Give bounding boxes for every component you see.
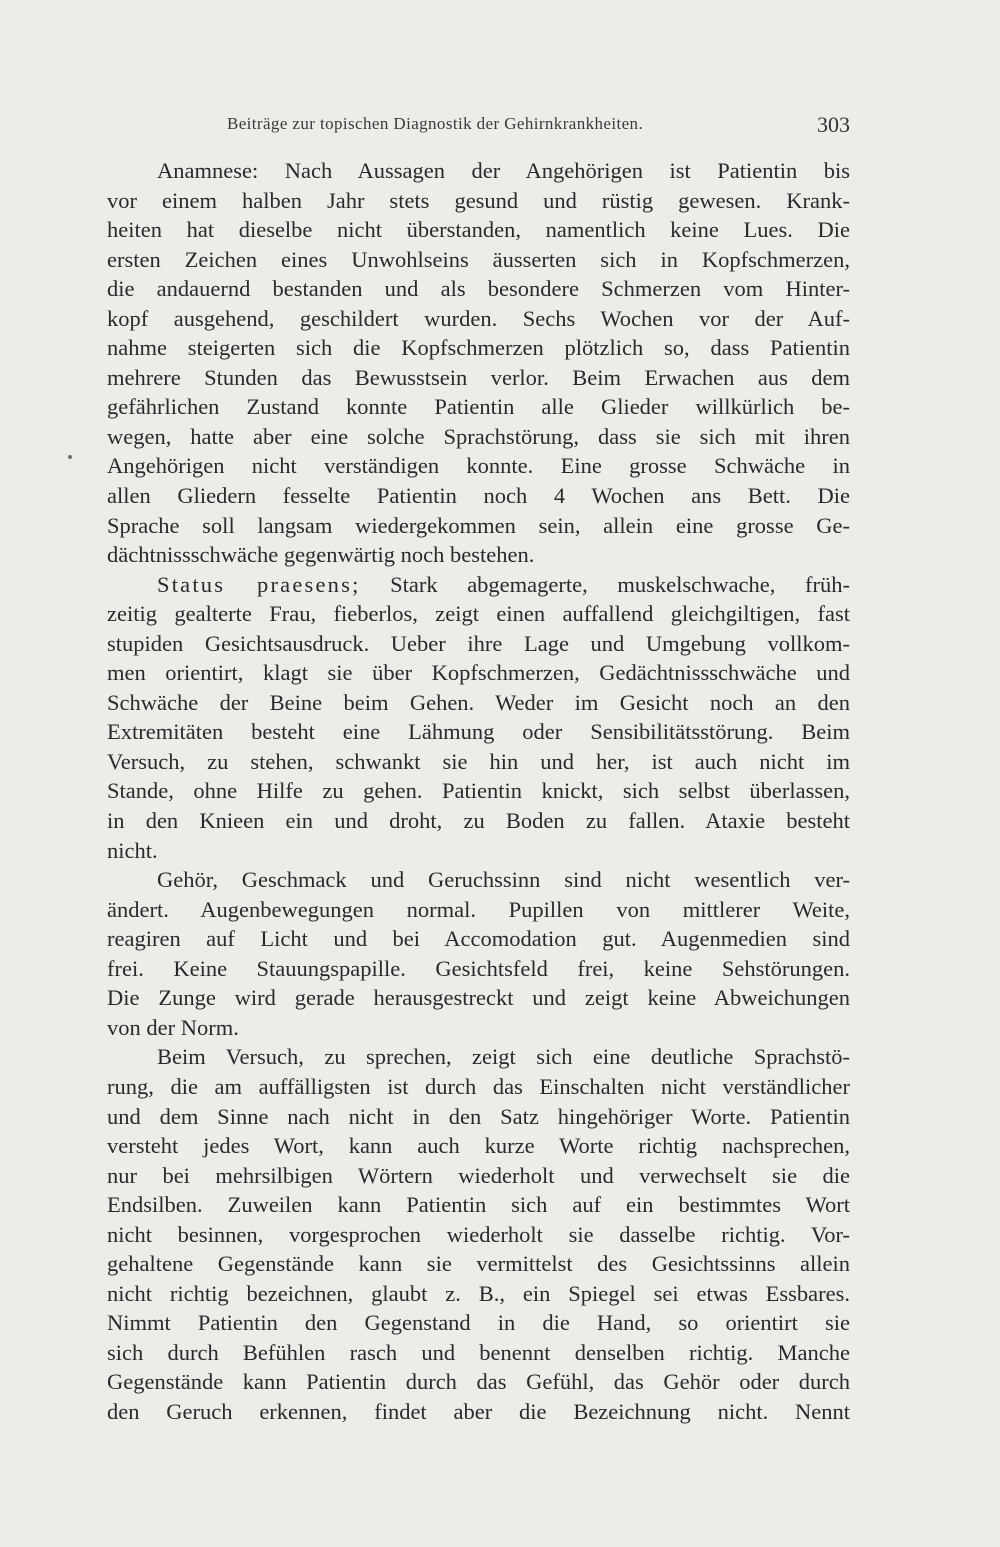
text-line: mehrere Stunden das Bewusstsein verlor. Beim Erwachen aus dem bbox=[107, 364, 850, 390]
text-line: die andauernd bestanden und als besondere Schmerzen vom Hinter- bbox=[107, 276, 850, 302]
paper-speck bbox=[68, 455, 72, 459]
paragraph-status-praesens bbox=[107, 570, 850, 865]
text-line: in den Knieen ein und droht, zu Boden zu fallen. Ataxie besteht bbox=[107, 808, 850, 834]
text-line: Extremitäten besteht eine Lähmung oder Sensibilitätsstörung. Beim bbox=[107, 719, 850, 745]
page-number: 303 bbox=[817, 112, 850, 137]
text-line: gehaltene Gegenstände kann sie vermittelst des Gesichtssinns allein bbox=[107, 1251, 850, 1277]
body-text bbox=[107, 156, 850, 1427]
text-line: frei. Keine Stauungspapille. Gesichtsfeld frei, keine Sehstörungen. bbox=[107, 955, 850, 981]
text-line: ersten Zeichen eines Unwohlseins äusserten sich in Kopfschmerzen, bbox=[107, 246, 850, 272]
text-line: stupiden Gesichtsausdruck. Ueber ihre Lage und Umgebung vollkom- bbox=[107, 630, 850, 656]
text-line: reagiren auf Licht und bei Accomodation gut. Augenmedien sind bbox=[107, 926, 850, 952]
text-line: von der Norm. bbox=[107, 1014, 239, 1040]
running-title: Beiträge zur topischen Diagnostik der Gehirnkrankheiten. bbox=[227, 114, 644, 133]
text-line: Beim Versuch, zu sprechen, zeigt sich eine deutliche Sprachstö- bbox=[157, 1044, 850, 1070]
text-line: vor einem halben Jahr stets gesund und rüstig gewesen. Krank- bbox=[107, 187, 850, 213]
running-header bbox=[110, 110, 850, 142]
text-line: rung, die am auffälligsten ist durch das Einschalten nicht verständlicher bbox=[107, 1073, 850, 1099]
text-line: Gehör, Geschmack und Geruchssinn sind nicht wesentlich ver- bbox=[157, 867, 850, 893]
status-praesens-heading: Status praesens; bbox=[157, 571, 361, 597]
text-line bbox=[107, 570, 850, 600]
text-line: nicht besinnen, vorgesprochen wiederholt sie dasselbe richtig. Vor- bbox=[107, 1221, 850, 1247]
text-line: allen Gliedern fesselte Patientin noch 4 Wochen ans Bett. Die bbox=[107, 483, 850, 509]
text-line-rest: Stark abgemagerte, muskelschwache, früh- bbox=[360, 571, 850, 597]
text-line: sich durch Befühlen rasch und benennt denselben richtig. Manche bbox=[107, 1339, 850, 1365]
text-line: Schwäche der Beine beim Gehen. Weder im Gesicht noch an den bbox=[107, 689, 850, 715]
text-line: Nimmt Patientin den Gegenstand in die Hand, so orientirt sie bbox=[107, 1310, 850, 1336]
text-line: versteht jedes Wort, kann auch kurze Worte richtig nachsprechen, bbox=[107, 1133, 850, 1159]
text-line: ändert. Augenbewegungen normal. Pupillen von mittlerer Weite, bbox=[107, 896, 850, 922]
text-line: nicht richtig bezeichnen, glaubt z. B., ein Spiegel sei etwas Essbares. bbox=[107, 1280, 850, 1306]
text-line: Angehörigen nicht verständigen konnte. Eine grosse Schwäche in bbox=[107, 453, 850, 479]
text-line: nur bei mehrsilbigen Wörtern wiederholt und verwechselt sie die bbox=[107, 1162, 850, 1188]
text-line: gefährlichen Zustand konnte Patientin alle Glieder willkürlich be- bbox=[107, 394, 850, 420]
text-line: nahme steigerten sich die Kopfschmerzen plötzlich so, dass Patientin bbox=[107, 335, 850, 361]
text-line: men orientirt, klagt sie über Kopfschmerzen, Gedächtnissschwäche und bbox=[107, 660, 850, 686]
text-line: Versuch, zu stehen, schwankt sie hin und her, ist auch nicht im bbox=[107, 748, 850, 774]
text-line: und dem Sinne nach nicht in den Satz hingehöriger Worte. Patientin bbox=[107, 1103, 850, 1129]
text-line: nicht. bbox=[107, 837, 158, 863]
text-line: kopf ausgehend, geschildert wurden. Sechs Wochen vor der Auf- bbox=[107, 305, 850, 331]
paragraph-gehoer bbox=[107, 865, 850, 1042]
text-line: heiten hat dieselbe nicht überstanden, namentlich keine Lues. Die bbox=[107, 217, 850, 243]
text-line: Gegenstände kann Patientin durch das Gefühl, das Gehör oder durch bbox=[107, 1369, 850, 1395]
text-line: wegen, hatte aber eine solche Sprachstörung, dass sie sich mit ihren bbox=[107, 423, 850, 449]
text-line: den Geruch erkennen, findet aber die Bezeichnung nicht. Nennt bbox=[107, 1398, 850, 1424]
paragraph-anamnese bbox=[107, 156, 850, 570]
text-line: Die Zunge wird gerade herausgestreckt und zeigt keine Abweichungen bbox=[107, 985, 850, 1011]
text-line: zeitig gealterte Frau, fieberlos, zeigt einen auffallend gleichgiltigen, fast bbox=[107, 601, 850, 627]
text-line: dächtnissschwäche gegenwärtig noch bestehen. bbox=[107, 542, 535, 568]
text-line: Sprache soll langsam wiedergekommen sein, allein eine grosse Ge- bbox=[107, 512, 850, 538]
text-line: Stande, ohne Hilfe zu gehen. Patientin knickt, sich selbst überlassen, bbox=[107, 778, 850, 804]
text-line: Endsilben. Zuweilen kann Patientin sich auf ein bestimmtes Wort bbox=[107, 1192, 850, 1218]
paragraph-sprachstoerung bbox=[107, 1042, 850, 1426]
text-line: Anamnese: Nach Aussagen der Angehörigen ist Patientin bis bbox=[157, 158, 850, 183]
